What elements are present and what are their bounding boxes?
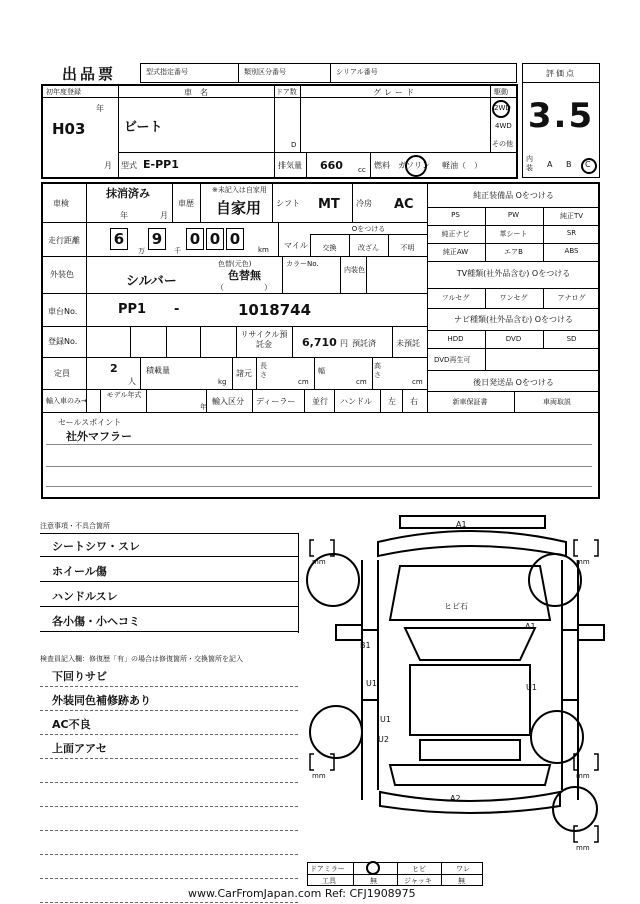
fuel-gasoline[interactable]: ガソリン	[398, 161, 430, 170]
drive-4wd[interactable]: 4WD	[495, 122, 512, 130]
color-change-label: 色替(元色)	[218, 260, 252, 268]
notes-label: 注意事項・不具合箇所	[40, 522, 110, 530]
handle-left[interactable]: 左	[388, 397, 396, 406]
inspection-label: 車検	[53, 199, 69, 208]
mm-label-spare: mm	[576, 844, 590, 852]
import-type-label: 輸入区分	[212, 397, 244, 406]
import-label: 輸入車のみ→	[46, 397, 87, 405]
doors-label: ドア数	[276, 88, 297, 96]
displacement-label: 排気量	[278, 161, 302, 170]
handle-right[interactable]: 右	[410, 397, 418, 406]
equipment-item[interactable]: SR	[566, 229, 577, 237]
history-value: 自家用	[216, 199, 262, 217]
serial-label: シリアル番号	[336, 68, 378, 76]
header-codes-box	[140, 63, 517, 83]
inspector-item: AC不良	[52, 718, 91, 731]
diag-label-a1-front: A1	[456, 520, 467, 529]
mm-label-rl: mm	[312, 772, 326, 780]
equipment-item[interactable]: エアB	[504, 248, 523, 256]
recycle-label: リサイクル預託金	[240, 330, 288, 349]
interior-b[interactable]: B	[566, 160, 572, 169]
name-label: 車 名	[184, 88, 208, 97]
inspector-item: 上面アアセ	[52, 742, 107, 755]
sales-point-label: セールスポイント	[58, 418, 122, 427]
rating-label: 評価点	[546, 69, 576, 78]
mm-label-fl: mm	[312, 558, 326, 566]
color-change-value: 色替無	[228, 269, 261, 282]
equipment-item[interactable]: フルセグ	[441, 294, 470, 302]
diag-label-u1-left: U1	[366, 679, 377, 688]
diag-label-b1: B1	[360, 641, 371, 650]
tools-value: 無	[370, 877, 377, 885]
mile-label: マイル	[284, 241, 308, 250]
chassis-label: 車台No.	[48, 307, 78, 316]
equipment-item[interactable]: 純正TV	[559, 212, 584, 220]
jack-label: ジャッキ	[404, 877, 432, 885]
note-item: ハンドルスレ	[52, 590, 118, 603]
name-value: ビート	[124, 120, 163, 135]
hibi-label: ヒビ	[412, 865, 426, 873]
equipment-item[interactable]: 純正AW	[442, 248, 469, 256]
diag-label-a1-right: A1	[525, 622, 536, 631]
tv-title: TV種類(社外品含む) Oをつける	[456, 269, 571, 278]
handle-label: ハンドル	[340, 397, 372, 406]
interior-label: 内装	[526, 155, 533, 172]
import-dealer[interactable]: ディーラー	[256, 397, 296, 406]
model-value: E-PP1	[143, 158, 179, 171]
cc-unit: cc	[358, 166, 366, 174]
mileage-opt-exchange[interactable]: 交換	[322, 244, 337, 252]
note-item: ホイール傷	[52, 565, 107, 578]
chassis-sep: -	[174, 302, 180, 317]
interior-a[interactable]: A	[547, 160, 553, 169]
mileage-opt-unknown[interactable]: 不明	[400, 244, 415, 252]
recycle-unit: 円	[340, 339, 348, 348]
load-unit: kg	[218, 378, 227, 386]
equipment-item[interactable]: PS	[451, 211, 460, 219]
first-reg-value: H03	[52, 120, 86, 138]
height-label: 高さ	[374, 362, 381, 379]
mileage-digit: 6	[113, 230, 125, 248]
sales-point-value: 社外マフラー	[66, 430, 132, 443]
first-reg-label: 初年度登録	[46, 88, 81, 96]
equipment-item[interactable]: PW	[507, 211, 520, 219]
load-label: 積載量	[146, 366, 170, 375]
dvd-label: DVD再生可	[434, 356, 471, 364]
model-year-label: モデル年式	[106, 391, 142, 399]
capacity-value: 2	[110, 362, 118, 375]
capacity-unit: 人	[128, 377, 136, 386]
inspection-value: 抹消済み	[106, 187, 150, 200]
chassis-number: 1018744	[238, 301, 312, 319]
year-unit: 年	[96, 104, 104, 113]
aircon-value: AC	[394, 197, 414, 212]
form-title: 出品票	[62, 65, 117, 83]
door-mirror-label: ドアミラー	[310, 865, 345, 873]
displacement-value: 660	[320, 159, 343, 172]
equipment-item[interactable]: HDD	[447, 335, 464, 343]
history-label: 車歴	[178, 199, 194, 208]
color-value: シルバー	[126, 274, 177, 289]
mileage-unit-sen: 千	[174, 247, 181, 255]
equipment-item[interactable]: ABS	[564, 247, 579, 255]
length-label: 長さ	[260, 362, 267, 379]
inspector-item: 下回りサビ	[52, 670, 107, 683]
equipment-item[interactable]: DVD	[505, 335, 522, 343]
mm-label-fr: mm	[576, 558, 590, 566]
diag-label-hibi: ヒビ石	[444, 602, 468, 611]
navi-title: ナビ種類(社外品含む) Oをつける	[453, 315, 574, 324]
category-label: 類別区分番号	[244, 68, 286, 76]
history-note: ※未記入は自家用	[212, 186, 267, 194]
rating-value: 3.5	[527, 96, 595, 136]
color-label: 外装色	[50, 270, 74, 279]
inspector-label: 検査員記入欄：修復歴「有」の場合は修復箇所・交換箇所を記入	[40, 655, 243, 663]
color-no-label: カラーNo.	[286, 260, 319, 268]
later-item[interactable]: 車両取説	[543, 398, 571, 406]
genuine-title: 純正装備品 Oをつける	[473, 191, 554, 200]
mileage-digit: 0	[189, 230, 201, 248]
mileage-digit: 9	[151, 230, 163, 248]
fuel-label: 燃料	[374, 161, 390, 170]
equipment-item[interactable]: 純正ナビ	[441, 230, 470, 238]
chassis-prefix: PP1	[118, 302, 147, 317]
inspection-month-unit: 月	[160, 211, 168, 220]
drive-2wd[interactable]: 2WD	[494, 104, 511, 112]
tools-label: 工具	[322, 877, 336, 885]
note-item: シートシワ・スレ	[52, 540, 140, 553]
width-unit: cm	[356, 378, 367, 386]
equipment-item[interactable]: ワンセグ	[499, 294, 528, 302]
shift-label: シフト	[276, 199, 300, 208]
equipment-item[interactable]: 革シート	[499, 230, 528, 238]
type-cert-label: 型式指定番号	[146, 68, 188, 76]
diag-label-u1-right: U1	[526, 683, 537, 692]
recycle-value: 6,710	[302, 336, 337, 349]
capacity-label: 定員	[54, 369, 70, 378]
mileage-label: 走行距離	[48, 236, 80, 245]
registration-label: 登録No.	[48, 337, 78, 346]
mileage-digit: 0	[209, 230, 221, 248]
fuel-diesel[interactable]: 軽油（ ）	[442, 161, 482, 170]
inspection-year-unit: 年	[120, 211, 128, 220]
model-label: 型式	[121, 161, 137, 170]
note-item: 各小傷・小ヘコミ	[52, 615, 140, 628]
equipment-item[interactable]: アナログ	[557, 294, 586, 302]
footer-watermark: www.CarFromJapan.com Ref: CFJ1908975	[188, 887, 416, 900]
mm-label-rr: mm	[576, 772, 590, 780]
aircon-label: 冷房	[356, 199, 372, 208]
jack-value: 無	[458, 877, 465, 885]
deposited-option[interactable]: 預託済	[352, 339, 376, 348]
interior-c[interactable]: C	[585, 160, 591, 169]
mileage-opt-tampered[interactable]: 改ざん	[358, 244, 379, 252]
equipment-item[interactable]: SD	[566, 335, 577, 343]
length-unit: cm	[298, 378, 309, 386]
mileage-digit: 0	[229, 230, 241, 248]
mileage-mark-label: Oをつける	[351, 225, 386, 233]
month-unit: 月	[104, 161, 112, 170]
later-title: 後日発送品 Oをつける	[473, 378, 554, 387]
import-parallel[interactable]: 並行	[312, 397, 328, 406]
mileage-unit-man: 万	[138, 247, 145, 255]
height-unit: cm	[412, 378, 423, 386]
drive-label: 駆動	[494, 88, 508, 96]
diag-label-a2: A2	[450, 794, 461, 803]
diag-label-u2: U2	[378, 735, 389, 744]
shift-value: MT	[318, 197, 340, 212]
model-year-unit: 年	[200, 403, 207, 411]
not-deposited-option[interactable]: 未預託	[396, 339, 420, 348]
interior-color-label: 内装色	[344, 266, 365, 274]
doors-value: D	[291, 141, 297, 149]
width-label: 幅	[318, 367, 325, 375]
inspector-item: 外装同色補修跡あり	[52, 694, 151, 707]
grade-label: グレード	[373, 88, 417, 97]
drive-other[interactable]: その他	[492, 140, 513, 148]
mileage-unit-km: km	[258, 246, 269, 254]
dims-label: 諸元	[236, 369, 252, 378]
later-item[interactable]: 新車保証書	[452, 398, 488, 406]
diag-label-u1-rear: U1	[380, 715, 391, 724]
ware-label: ワレ	[456, 865, 470, 873]
